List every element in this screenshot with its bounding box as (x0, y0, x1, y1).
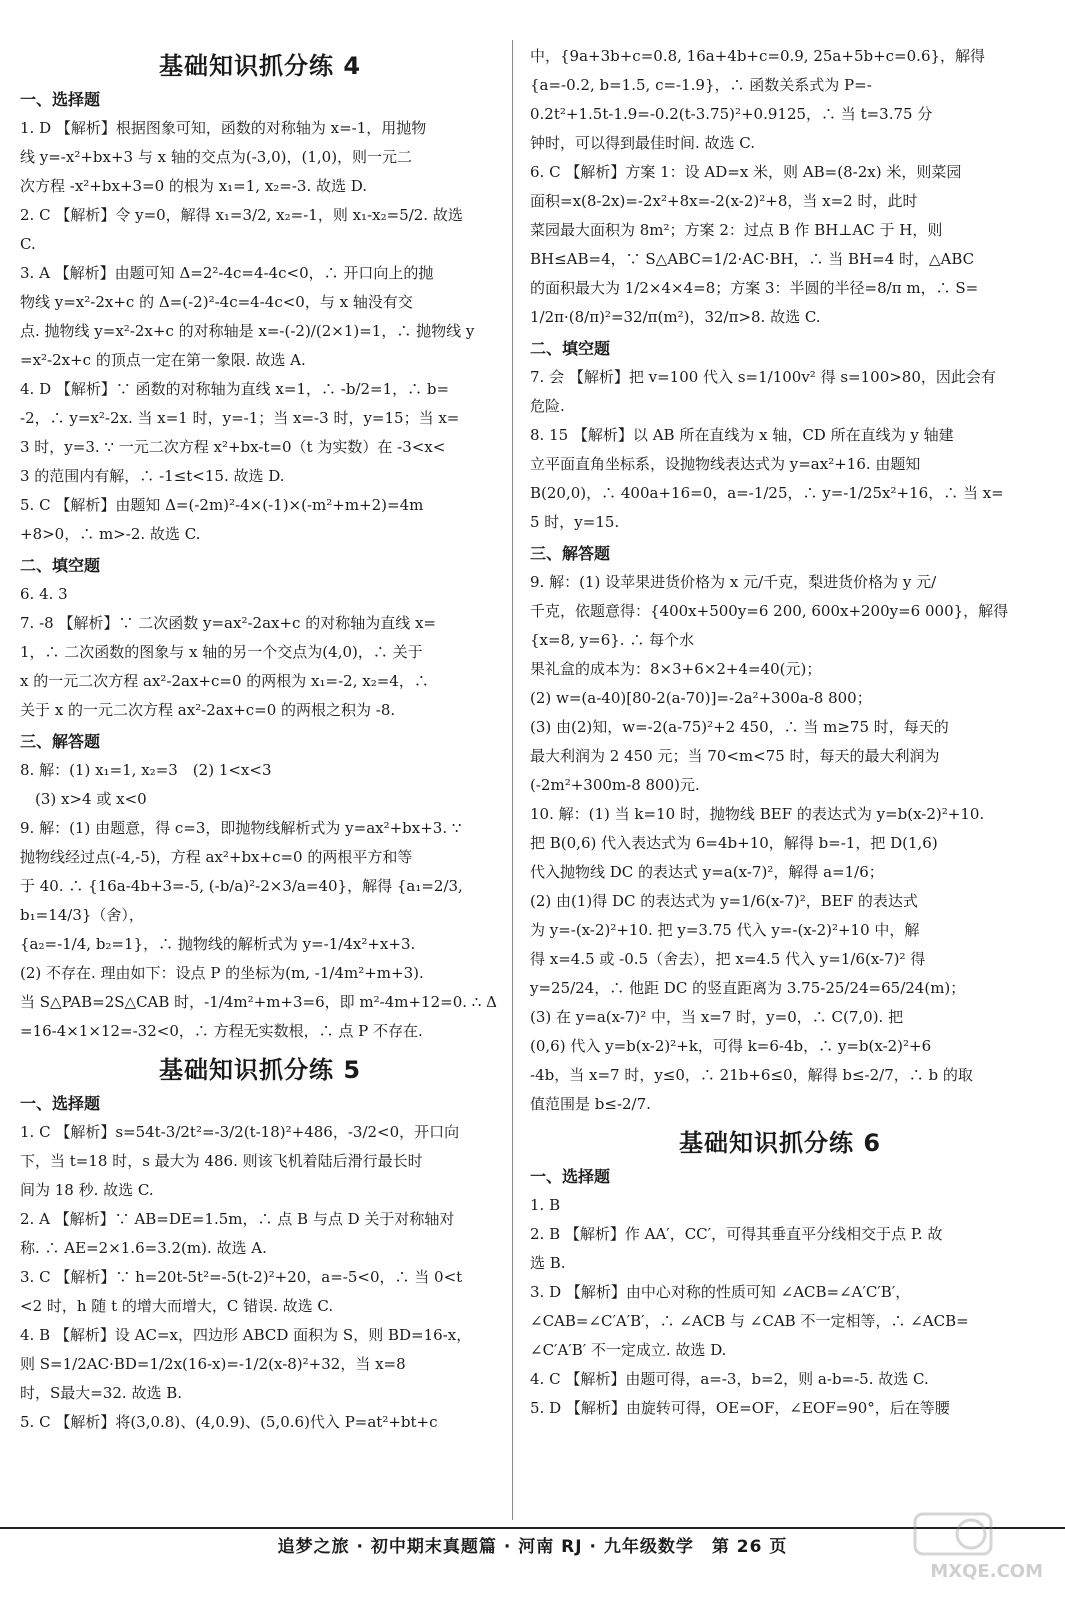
line: 的面积最大为 1/2×4×4=8；方案 3：半圆的半径=8/π m，∴ S= (530, 279, 979, 297)
line: =16-4×1×12=-32<0，∴ 方程无实数根，∴ 点 P 不存在. (20, 1022, 423, 1040)
line: (2) 由(1)得 DC 的表达式为 y=1/6(x-7)²，BEF 的表达式 (530, 892, 918, 910)
line: 1，∴ 二次函数的图象与 x 轴的另一个交点为(4,0)，∴ 关于 (20, 643, 423, 661)
line: +8>0，∴ m>-2. 故选 C. (20, 525, 201, 543)
line: 2. C 【解析】令 y=0，解得 x₁=3/2, x₂=-1，则 x₁-x₂=5/2. 故选 (20, 206, 463, 224)
watermark-icon (913, 1512, 993, 1556)
line: 时，S最大=32. 故选 B. (20, 1384, 183, 1402)
line: (0,6) 代入 y=b(x-2)²+k，可得 k=6-4b，∴ y=b(x-2)²+6 (530, 1037, 932, 1055)
line: 2. A 【解析】∵ AB=DE=1.5m，∴ 点 B 与点 D 关于对称轴对 (20, 1210, 455, 1228)
line: (2) w=(a-40)[80-2(a-70)]=-2a²+300a-8 800； (530, 689, 872, 707)
line: 线 y=-x²+bx+3 与 x 轴的交点为(-3,0)，(1,0)，则一元二 (20, 148, 413, 166)
answer-r10 (530, 800, 1030, 1119)
line: -2，∴ y=x²-2x. 当 x=1 时，y=-1；当 x=-3 时，y=15；当 x= (20, 409, 460, 427)
line: 4. B 【解析】设 AC=x，四边形 ABCD 面积为 S，则 BD=16-x， (20, 1326, 472, 1344)
answer-q2 (20, 201, 500, 259)
line: 当 S△PAB=2S△CAB 时，-1/4m²+m+3=6，即 m²-4m+12=0. ∴ Δ (20, 993, 497, 1011)
answer-r7 (530, 363, 1030, 421)
line: 0.2t²+1.5t-1.9=-0.2(t-3.75)²+0.9125，∴ 当 t=3.75 分 (530, 105, 933, 123)
section-title-5: 基础知识抓分练 5 (158, 1056, 362, 1084)
line: 7. -8 【解析】∵ 二次函数 y=ax²-2ax+c 的对称轴为直线 x= (20, 614, 437, 632)
answer-t2 (530, 1220, 1030, 1278)
answer-q7 (20, 609, 500, 725)
subsection-choice: 一、选择题 (530, 1167, 611, 1186)
line: <2 时，h 随 t 的增大而增大，C 错误. 故选 C. (20, 1297, 334, 1315)
line: 7. 会 【解析】把 v=100 代入 s=1/100v² 得 s=100>80，因此会有 (530, 368, 996, 386)
line: 值范围是 b≤-2/7. (530, 1095, 651, 1113)
line: y=25/24，∴ 他距 DC 的竖直距离为 3.75-25/24=65/24(m)； (530, 979, 966, 997)
line: 选 B. (530, 1254, 566, 1272)
line: =x²-2x+c 的顶点一定在第一象限. 故选 A. (20, 351, 306, 369)
answer-t4: 4. C 【解析】由题可得，a=-3，b=2，则 a-b=-5. 故选 C. (530, 1370, 929, 1388)
answer-q3 (20, 259, 500, 375)
line: (2) 不存在. 理由如下：设点 P 的坐标为(m, -1/4m²+m+3). (20, 964, 424, 982)
subsection-fill: 二、填空题 (530, 339, 611, 358)
line: 立平面直角坐标系，设抛物线表达式为 y=ax²+16. 由题知 (530, 455, 921, 473)
line: C. (20, 235, 36, 253)
answer-r6 (530, 158, 1030, 332)
answer-q1 (20, 114, 500, 201)
line: 抛物线经过点(-4,-5)，方程 ax²+bx+c=0 的两根平方和等 (20, 848, 413, 866)
line: 最大利润为 2 450 元；当 70<m<75 时，每天的最大利润为 (530, 747, 940, 765)
line: 5. C 【解析】由题知 Δ=(-2m)²-4×(-1)×(-m²+m+2)=4m (20, 496, 424, 514)
line: 9. 解：(1) 设苹果进货价格为 x 元/千克，梨进货价格为 y 元/ (530, 573, 937, 591)
line: 6. C 【解析】方案 1：设 AD=x 米，则 AB=(8-2x) 米，则菜园 (530, 163, 962, 181)
line: 9. 解：(1) 由题意，得 c=3，即抛物线解析式为 y=ax²+bx+3. ∵ (20, 819, 462, 837)
answer-q8 (20, 756, 500, 814)
line: 8. 解：(1) x₁=1, x₂=3 (2) 1<x<3 (20, 761, 272, 779)
answer-t5: 5. D 【解析】由旋转可得，OE=OF，∠EOF=90°，后在等腰 (530, 1399, 950, 1417)
line: 得 x=4.5 或 -0.5（舍去），把 x=4.5 代入 y=1/6(x-7)² 得 (530, 950, 926, 968)
answer-p5: 5. C 【解析】将(3,0.8)、(4,0.9)、(5,0.6)代入 P=at²+bt+c (20, 1413, 438, 1431)
line: 称. ∴ AE=2×1.6=3.2(m). 故选 A. (20, 1239, 267, 1257)
line: 为 y=-(x-2)²+10. 把 y=3.75 代入 y=-(x-2)²+10 中，解 (530, 921, 920, 939)
line: ∠C′A′B′ 不一定成立. 故选 D. (530, 1341, 727, 1359)
answer-q4 (20, 375, 500, 491)
line: 8. 15 【解析】以 AB 所在直线为 x 轴，CD 所在直线为 y 轴建 (530, 426, 954, 444)
line: BH≤AB=4，∵ S△ABC=1/2·AC·BH，∴ 当 BH=4 时，△ABC (530, 250, 975, 268)
line: 10. 解：(1) 当 k=10 时，抛物线 BEF 的表达式为 y=b(x-2)²+10. (530, 805, 985, 823)
line: (3) x>4 或 x<0 (20, 790, 147, 808)
line: 点. 抛物线 y=x²-2x+c 的对称轴是 x=-(-2)/(2×1)=1，∴ 抛物线 y (20, 322, 475, 340)
line: 4. D 【解析】∵ 函数的对称轴为直线 x=1，∴ -b/2=1，∴ b= (20, 380, 450, 398)
line: 则 S=1/2AC·BD=1/2x(16-x)=-1/2(x-8)²+32，当 x=8 (20, 1355, 406, 1373)
answer-t1: 1. B (530, 1196, 561, 1214)
line: 1. D 【解析】根据图象可知，函数的对称轴为 x=-1，用抛物 (20, 119, 427, 137)
line: 千克，依题意得：{400x+500y=6 200, 600x+200y=6 000}，解得 {x=8, y=6}. ∴ 每个水 (530, 602, 1009, 649)
left-column (20, 42, 500, 1437)
line: ∠CAB=∠C′A′B′，∴ ∠ACB 与 ∠CAB 不一定相等，∴ ∠ACB= (530, 1312, 969, 1330)
line: x 的一元二次方程 ax²-2ax+c=0 的两根为 x₁=-2, x₂=4，∴ (20, 672, 429, 690)
line: 3. D 【解析】由中心对称的性质可知 ∠ACB=∠A′C′B′， (530, 1283, 911, 1301)
line: 1/2π·(8/π)²=32/π(m²)，32/π>8. 故选 C. (530, 308, 821, 326)
line: 3. C 【解析】∵ h=20t-5t²=-5(t-2)²+20，a=-5<0，∴ 当 0<t (20, 1268, 463, 1286)
page-footer: 追梦之旅 · 初中期末真题篇 · 河南 RJ · 九年级数学 第 26 页 (277, 1537, 788, 1557)
answer-p2 (20, 1205, 500, 1263)
line: 把 B(0,6) 代入表达式为 6=4b+10，解得 b=-1，把 D(1,6) (530, 834, 938, 852)
footer-rule (0, 1527, 1065, 1529)
section-title-4: 基础知识抓分练 4 (158, 52, 362, 80)
line: 关于 x 的一元二次方程 ax²-2ax+c=0 的两根之积为 -8. (20, 701, 396, 719)
line: 菜园最大面积为 8m²；方案 2：过点 B 作 BH⊥AC 于 H，则 (530, 221, 943, 239)
line: 代入抛物线 DC 的表达式 y=a(x-7)²，解得 a=1/6； (530, 863, 884, 881)
column-divider (512, 40, 513, 1520)
line: 间为 18 秒. 故选 C. (20, 1181, 154, 1199)
answer-r9 (530, 568, 1030, 800)
answer-q6: 6. 4. 3 (20, 585, 68, 603)
line: 下，当 t=18 时，s 最大为 486. 则该飞机着陆后滑行最长时 (20, 1152, 423, 1170)
line: 于 40. ∴ {16a-4b+3=-5, (-b/a)²-2×3/a=40}，解得 {a₁=2/3, b₁=14/3}（舍）， (20, 877, 463, 924)
line: 果礼盒的成本为：8×3+6×2+4=40(元)； (530, 660, 822, 678)
subsection-choice: 一、选择题 (20, 1094, 101, 1113)
line: (3) 由(2)知，w=-2(a-75)²+2 450，∴ 当 m≥75 时，每天的 (530, 718, 949, 736)
line: 物线 y=x²-2x+c 的 Δ=(-2)²-4c=4-4c<0，与 x 轴没有交 (20, 293, 413, 311)
line: (3) 在 y=a(x-7)² 中，当 x=7 时，y=0，∴ C(7,0). 把 (530, 1008, 904, 1026)
line: (-2m²+300m-8 800)元. (530, 776, 700, 794)
line: 5 时，y=15. (530, 513, 620, 531)
answer-p3 (20, 1263, 500, 1321)
answer-p5-continued (530, 42, 1030, 158)
section-title-6: 基础知识抓分练 6 (678, 1129, 882, 1157)
line: 2. B 【解析】作 AA′，CC′，可得其垂直平分线相交于点 P. 故 (530, 1225, 943, 1243)
line: 面积=x(8-2x)=-2x²+8x=-2(x-2)²+8，当 x=2 时，此时 (530, 192, 918, 210)
line: 钟时，可以得到最佳时间. 故选 C. (530, 134, 756, 152)
watermark-text: MXQE.COM (930, 1561, 1043, 1582)
subsection-choice: 一、选择题 (20, 90, 101, 109)
subsection-solve: 三、解答题 (20, 732, 101, 751)
answer-p4 (20, 1321, 500, 1408)
line: 3 的范围内有解，∴ -1≤t<15. 故选 D. (20, 467, 285, 485)
line: -4b，当 x=7 时，y≤0，∴ 21b+6≤0，解得 b≤-2/7，∴ b 的取 (530, 1066, 973, 1084)
subsection-fill: 二、填空题 (20, 556, 101, 575)
answer-q5 (20, 491, 500, 549)
answer-p1 (20, 1118, 500, 1205)
line: 3 时，y=3. ∵ 一元二次方程 x²+bx-t=0（t 为实数）在 -3<x< (20, 438, 446, 456)
line: 危险. (530, 397, 565, 415)
line: {a₂=-1/4, b₂=1}，∴ 抛物线的解析式为 y=-1/4x²+x+3. (20, 935, 416, 953)
line: 1. C 【解析】s=54t-3/2t²=-3/2(t-18)²+486，-3/2<0，开口向 (20, 1123, 460, 1141)
line: 次方程 -x²+bx+3=0 的根为 x₁=1, x₂=-3. 故选 D. (20, 177, 368, 195)
line: 中，{9a+3b+c=0.8, 16a+4b+c=0.9, 25a+5b+c=0.6}，解得 {a=-0.2, b=1.5, c=-1.9}，∴ 函数关系式为 P=- (530, 47, 986, 94)
line: 3. A 【解析】由题可知 Δ=2²-4c=4-4c<0，∴ 开口向上的抛 (20, 264, 434, 282)
right-column (530, 42, 1030, 1423)
answer-q9 (20, 814, 500, 1046)
answer-t3 (530, 1278, 1030, 1365)
line: B(20,0)，∴ 400a+16=0，a=-1/25，∴ y=-1/25x²+16，∴ 当 x= (530, 484, 1004, 502)
watermark-logo (913, 1512, 1043, 1582)
subsection-solve: 三、解答题 (530, 544, 611, 563)
answer-r8 (530, 421, 1030, 537)
